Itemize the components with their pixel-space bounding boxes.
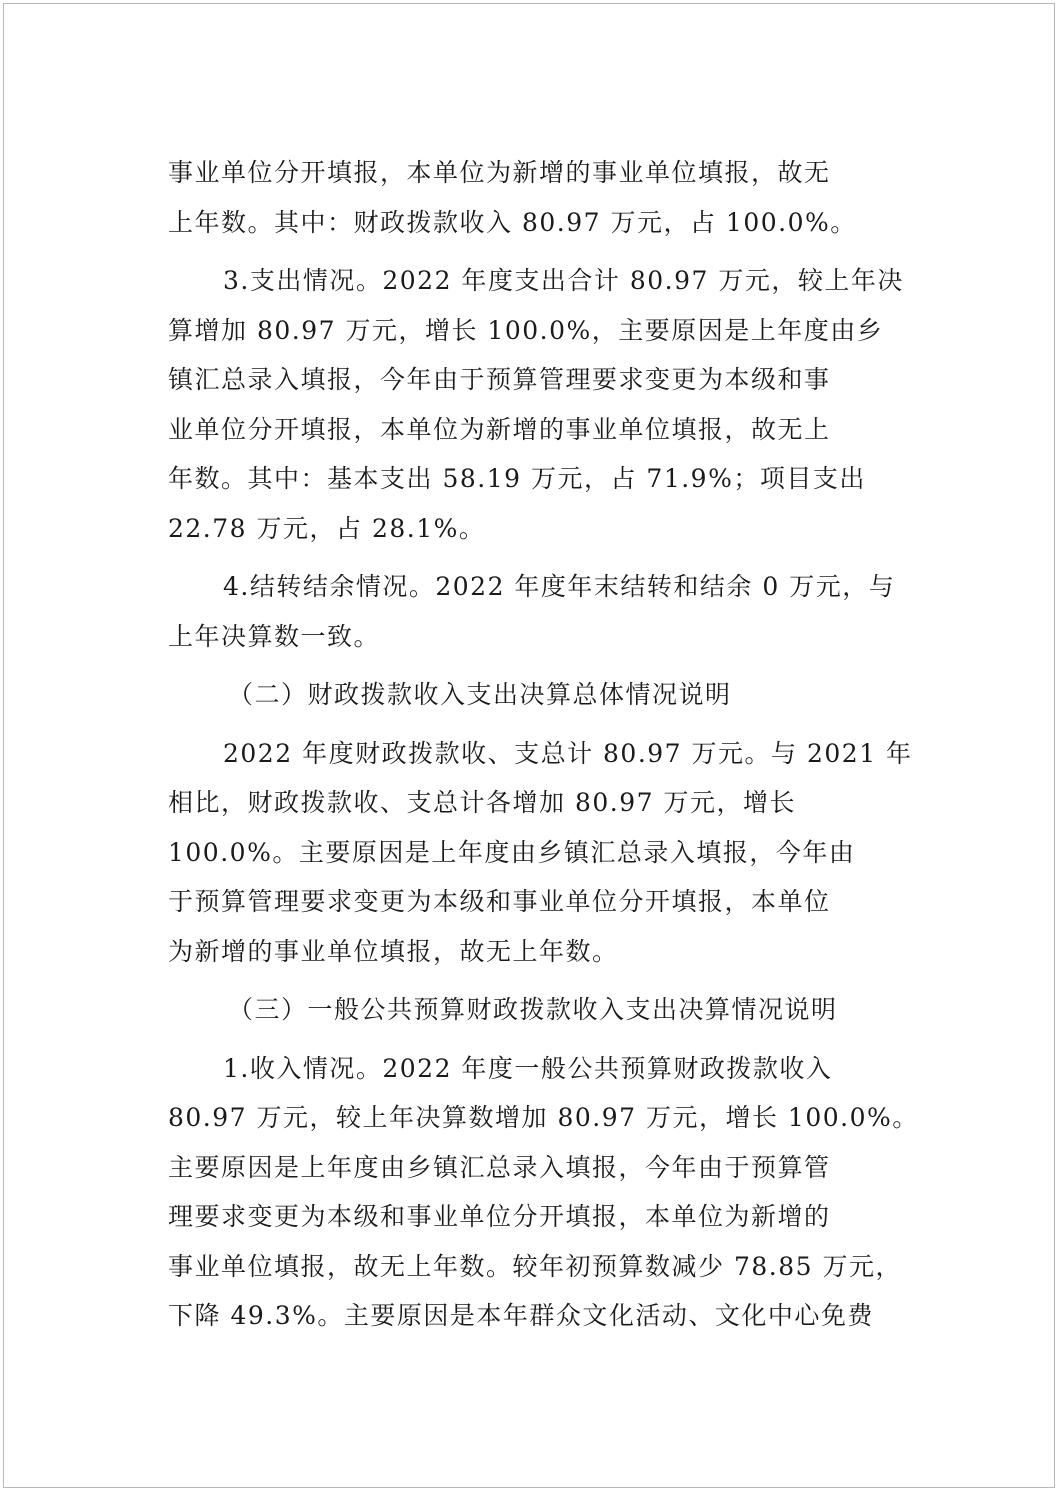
heading-text: （三）一般公共预算财政拨款收入支出决算情况说明 <box>228 995 838 1024</box>
paragraph <box>168 1044 919 1341</box>
paragraph <box>168 562 898 661</box>
text-line: 2022 年度财政拨款收、支总计 80.97 万元。与 2021 年 <box>223 738 913 768</box>
text-line: 上年数。其中：财政拨款收入 80.97 万元，占 100.0%。 <box>168 207 857 237</box>
text-line: 上年决算数一致。 <box>168 621 381 651</box>
text-line: 4.结转结余情况。2022 年度年末结转和结余 0 万元，与 <box>223 572 896 601</box>
text-line: 下降 49.3%。主要原因是本年群众文化活动、文化中心免费 <box>168 1301 874 1330</box>
heading-text: （二）财政拨款收入支出决算总体情况说明 <box>228 680 732 709</box>
text-line: 于预算管理要求变更为本级和事业单位分开填报，本单位 <box>168 887 831 916</box>
text-line: 80.97 万元，较上年决算数增加 80.97 万元，增长 100.0%。 <box>168 1103 919 1132</box>
section-heading <box>168 985 898 1035</box>
paragraph <box>168 256 904 553</box>
document-body <box>168 148 919 1350</box>
text-line: 事业单位分开填报，本单位为新增的事业单位填报，故无 <box>168 158 831 187</box>
text-line: 为新增的事业单位填报，故无上年数。 <box>168 936 619 966</box>
document-page <box>3 3 1055 1488</box>
text-line: 年数。其中：基本支出 58.19 万元，占 71.9%；项目支出 <box>168 464 866 493</box>
paragraph <box>168 729 913 977</box>
text-line: 镇汇总录入填报，今年由于预算管理要求变更为本级和事 <box>168 365 831 394</box>
text-line: 1.收入情况。2022 年度一般公共预算财政拨款收入 <box>223 1053 833 1083</box>
text-line: 事业单位填报，故无上年数。较年初预算数减少 78.85 万元， <box>168 1251 902 1281</box>
text-line: 业单位分开填报，本单位为新增的事业单位填报，故无上 <box>168 414 831 444</box>
text-line: 3.支出情况。2022 年度支出合计 80.97 万元，较上年决 <box>223 266 904 295</box>
text-line: 相比，财政拨款收、支总计各增加 80.97 万元，增长 <box>168 788 796 817</box>
text-line: 理要求变更为本级和事业单位分开填报，本单位为新增的 <box>168 1202 831 1231</box>
section-heading <box>168 670 898 720</box>
text-line: 主要原因是上年度由乡镇汇总录入填报，今年由于预算管 <box>168 1152 831 1182</box>
text-line: 算增加 80.97 万元，增长 100.0%，主要原因是上年度由乡 <box>168 315 884 345</box>
text-line: 22.78 万元，占 28.1%。 <box>168 513 486 543</box>
paragraph <box>168 148 898 247</box>
text-line: 100.0%。主要原因是上年度由乡镇汇总录入填报，今年由 <box>168 837 856 867</box>
